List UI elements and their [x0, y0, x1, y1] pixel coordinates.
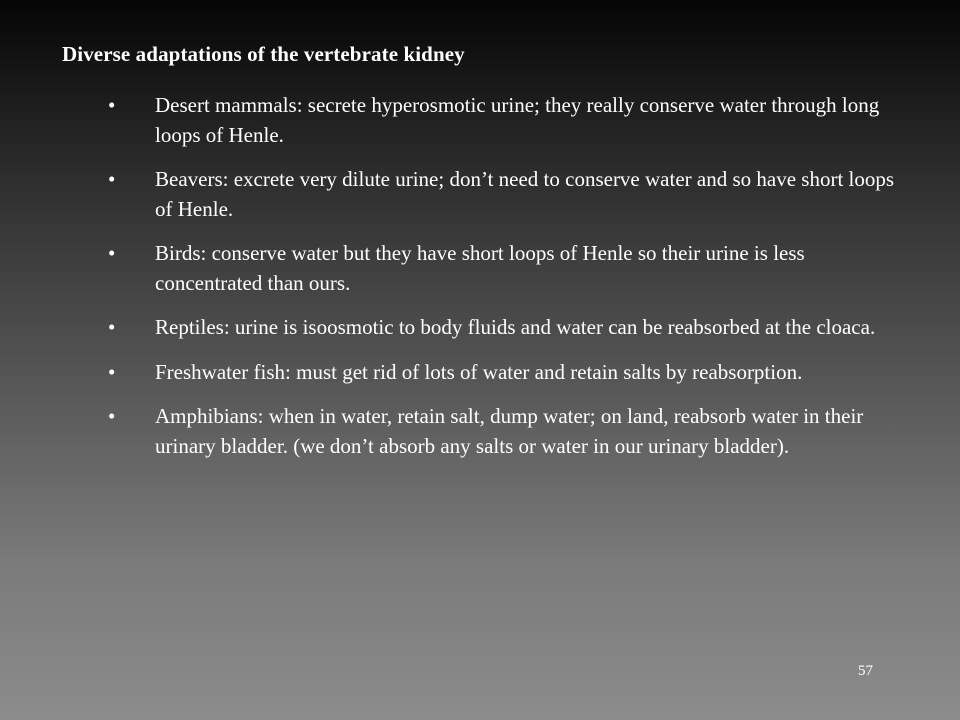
bullet-text: Freshwater fish: must get rid of lots of water and retain salts by reabsorption.	[155, 359, 803, 384]
bullet-text: Desert mammals: secrete hyperosmotic urine; they really conserve water through long loops of Henle.	[155, 93, 880, 147]
bullet-point-icon: •	[108, 359, 116, 384]
bullet-point-icon: •	[108, 315, 116, 339]
bullet-text: Beavers: excrete very dilute urine; don’t need to conserve water and so have short loops of Henle.	[155, 167, 895, 221]
bullet-item-freshwater-fish	[108, 358, 908, 388]
bullet-text: Amphibians: when in water, retain salt, dump water; on land, reabsorb water in their urinary bladder. (we don’t absorb any salts or water in our urinary bladder).	[155, 404, 864, 458]
bullet-point-icon: •	[108, 93, 116, 117]
bullet-item-beavers	[108, 165, 908, 224]
slide-title: Diverse adaptations of the vertebrate kidney	[62, 42, 465, 66]
bullet-text: Birds: conserve water but they have short loops of Henle so their urine is less concentrated than ours.	[155, 241, 805, 295]
bullet-point-icon: •	[108, 404, 116, 428]
bullet-item-reptiles	[108, 313, 908, 343]
bullet-item-desert-mammals	[108, 91, 908, 150]
bullet-item-amphibians	[108, 402, 908, 461]
bullet-list	[108, 91, 908, 476]
bullet-point-icon: •	[108, 167, 116, 191]
bullet-point-icon: •	[108, 241, 116, 265]
page-number: 57	[858, 663, 873, 679]
bullet-item-birds	[108, 239, 908, 298]
bullet-text: Reptiles: urine is isoosmotic to body fluids and water can be reabsorbed at the cloaca.	[155, 315, 876, 339]
